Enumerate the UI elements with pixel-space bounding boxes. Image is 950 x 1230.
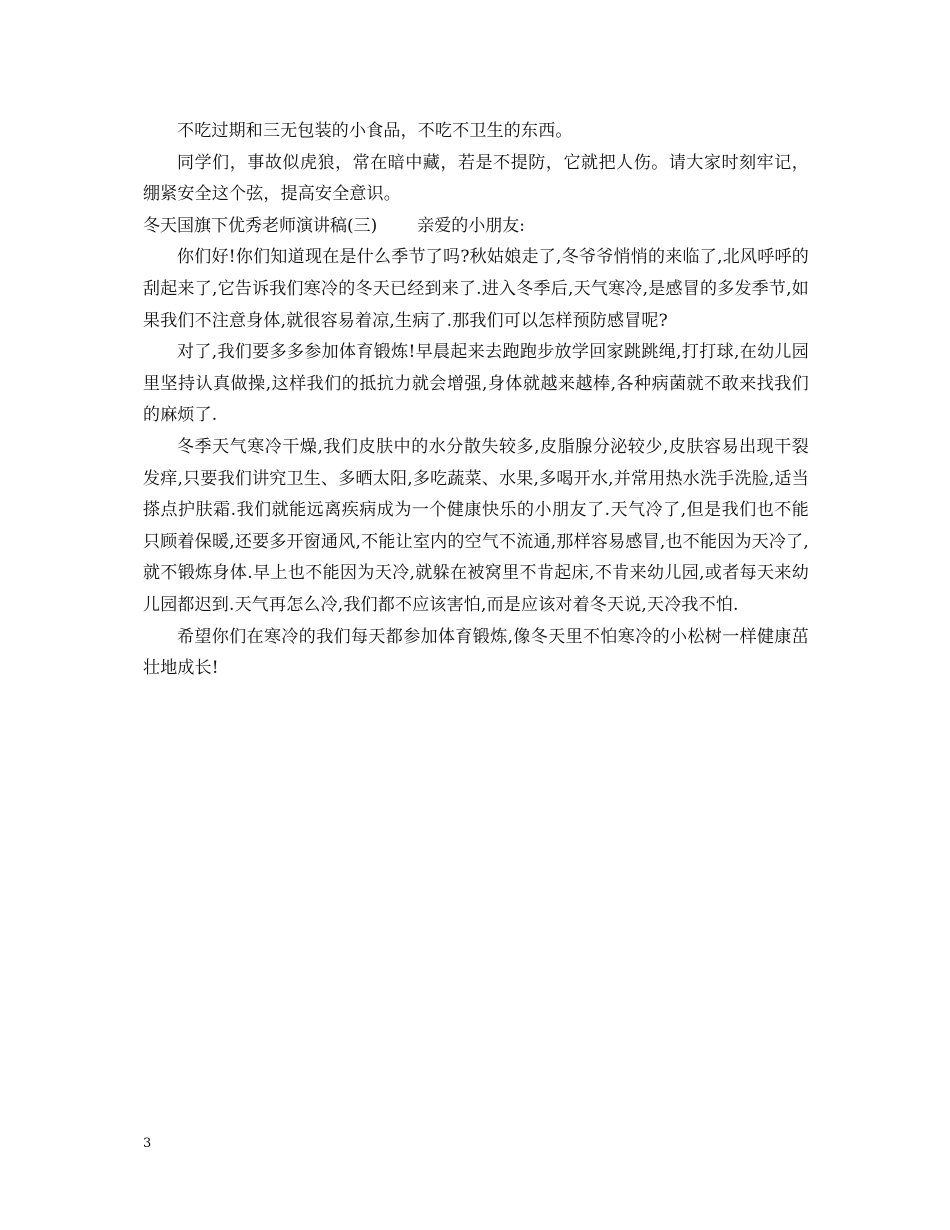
document-body <box>143 116 809 685</box>
paragraph-closing-wish: 希望你们在寒冷的我们每天都参加体育锻炼,像冬天里不怕寒冷的小松树一样健康茁壮地成长! <box>143 626 809 679</box>
speech-title: 冬天国旗下优秀老师演讲稿(三) <box>143 215 378 236</box>
speech-heading-line <box>143 211 809 243</box>
paragraph-safety-reminder: 同学们，事故似虎狼，常在暗中藏，若是不提防，它就把人伤。请大家时刻牢记，绷紧安全这个弦，提高安全意识。 <box>143 152 809 205</box>
speech-greeting: 亲爱的小朋友: <box>417 215 525 236</box>
page-number: 3 <box>143 1136 152 1151</box>
paragraph-winter-intro: 你们好!你们知道现在是什么季节了吗?秋姑娘走了,冬爷爷悄悄的来临了,北风呼呼的刮起来了,它告诉我们寒冷的冬天已经到来了.进入冬季后,天气寒冷,是感冒的多发季节,如果我们不注意身体,就很容易着凉,生病了.那我们可以怎样预防感冒呢? <box>143 247 809 331</box>
paragraph-exercise: 对了,我们要多多参加体育锻炼!早晨起来去跑跑步放学回家跳跳绳,打打球,在幼儿园里坚持认真做操,这样我们的抵抗力就会增强,身体就越来越棒,各种病菌就不敢来找我们的麻烦了. <box>143 342 809 426</box>
paragraph-winter-care: 冬季天气寒冷干燥,我们皮肤中的水分散失较多,皮脂腺分泌较少,皮肤容易出现干裂发痒,只要我们讲究卫生、多晒太阳,多吃蔬菜、水果,多喝开水,并常用热水洗手洗脸,适当搽点护肤霜.我们就能远离疾病成为一个健康快乐的小朋友了.天气冷了,但是我们也不能只顾着保暖,还要多开窗通风,不能让室内的空气不流通,那样容易感冒,也不能因为天冷了,就不锻炼身体.早上也不能因为天冷,就躲在被窝里不肯起床,不肯来幼儿园,或者每天来幼儿园都迟到.天气再怎么冷,我们都不应该害怕,而是应该对着冬天说,天冷我不怕. <box>143 436 809 615</box>
paragraph-food-safety: 不吃过期和三无包装的小食品，不吃不卫生的东西。 <box>177 121 573 141</box>
